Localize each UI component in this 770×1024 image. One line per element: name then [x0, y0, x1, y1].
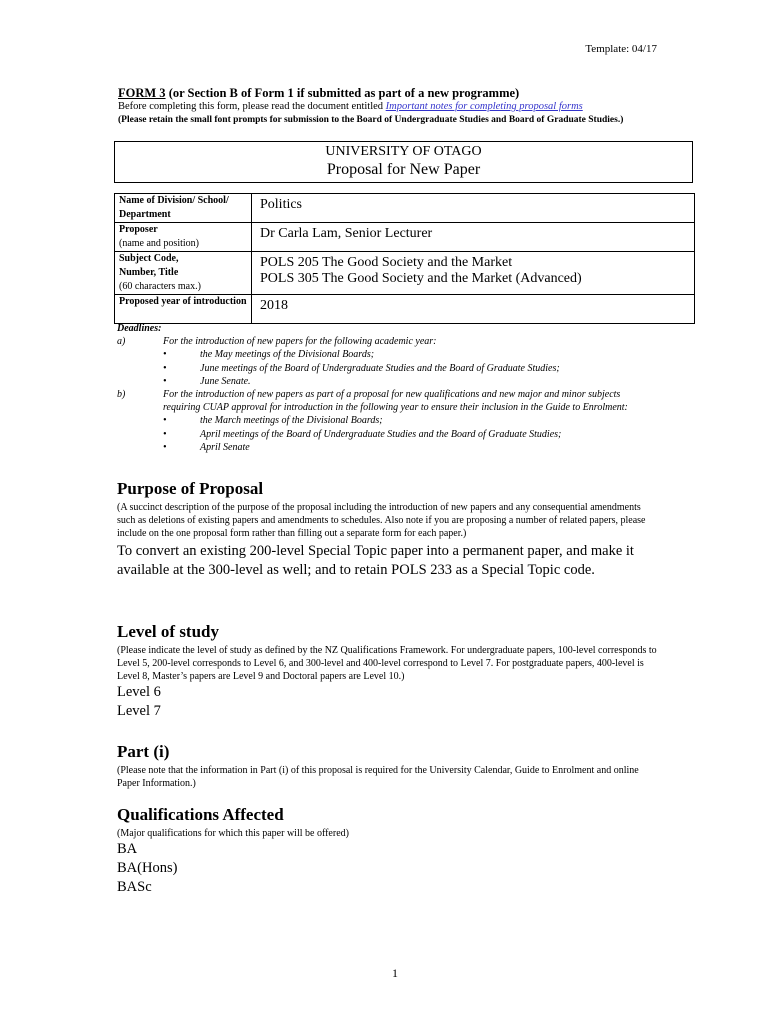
- table-row: [115, 194, 695, 223]
- qualifications-note: (Major qualifications for which this paper will be offered): [117, 828, 349, 839]
- level-note: (Please indicate the level of study as defined by the NZ Qualifications Framework. For undergraduate papers, 100-level corresponds to Level 5, 200-level corresponds to Level 6, and 300-level and 400-level correspond to Level 7. For postgraduate papers, 400-level is Level 8, Master’s papers are Level 9 and Doctoral papers are Level 10.): [117, 645, 657, 682]
- university-name: UNIVERSITY OF OTAGO: [325, 144, 482, 159]
- purpose-section: [117, 479, 657, 580]
- list-item: • the March meetings of the Divisional Boards;: [163, 415, 383, 427]
- level-heading: Level of study: [117, 622, 219, 641]
- division-label: Name of Division/ School/ Department: [115, 194, 252, 223]
- purpose-text: To convert an existing 200-level Special Topic paper into a permanent paper, and make it available at the 300-level as well; and to retain POLS 233 as a Special Topic code.: [117, 543, 634, 578]
- list-item: • April Senate: [163, 441, 250, 453]
- part-heading: Part (i): [117, 742, 170, 761]
- form-number: FORM 3: [118, 86, 166, 100]
- title-box: [114, 141, 693, 183]
- division-value: Politics: [252, 194, 695, 223]
- table-row: [115, 223, 695, 252]
- part-note: (Please note that the information in Part (i) of this proposal is required for the University Calendar, Guide to Enrolment and online Paper Information.): [117, 765, 639, 789]
- before-instruction: [118, 101, 583, 112]
- list-item: • the May meetings of the Divisional Boards;: [163, 349, 375, 361]
- year-label: Proposed year of introduction: [115, 295, 252, 324]
- year-value: 2018: [252, 295, 695, 324]
- list-item: • June meetings of the Board of Undergraduate Studies and the Board of Graduate Studies;: [163, 362, 560, 374]
- qualifications-section: [117, 805, 657, 897]
- table-row: [115, 295, 695, 324]
- level-section: [117, 622, 657, 721]
- deadline-a: a) For the introduction of new papers for the following academic year:: [117, 336, 437, 348]
- qualification-item: BA(Hons): [117, 860, 178, 876]
- qualification-item: BA: [117, 841, 138, 857]
- part-section: [117, 742, 657, 790]
- qualifications-heading: Qualifications Affected: [117, 805, 284, 824]
- subject-value: POLS 205 The Good Society and the Market POLS 305 The Good Society and the Market (Advanced): [252, 252, 695, 295]
- proposal-info-table: [114, 193, 695, 324]
- form-subtitle: (or Section B of Form 1 if submitted as part of a new programme): [165, 86, 520, 100]
- proposer-value: Dr Carla Lam, Senior Lecturer: [252, 223, 695, 252]
- table-row: [115, 252, 695, 295]
- proposal-title: Proposal for New Paper: [326, 161, 481, 178]
- form-heading: [118, 86, 519, 101]
- deadline-b: b) For the introduction of new papers as part of a proposal for new qualifications and new major and minor subjects requiring CUAP approval for introduction in the following year to ensure their inclusion in the Guide to Enrolment:: [117, 389, 628, 414]
- before-text: Before completing this form, please read the document entitled: [118, 101, 386, 112]
- template-version: Template: 04/17: [585, 43, 657, 55]
- deadlines-heading: Deadlines:: [117, 323, 162, 334]
- deadlines-section: [117, 322, 657, 454]
- page-number: 1: [392, 966, 398, 980]
- proposer-label: Proposer (name and position): [115, 223, 252, 252]
- list-item: • June Senate.: [163, 375, 251, 387]
- retain-note: (Please retain the small font prompts for submission to the Board of Undergraduate Studies and Board of Graduate Studies.): [118, 115, 624, 125]
- list-item: • April meetings of the Board of Undergraduate Studies and the Board of Graduate Studies;: [163, 428, 562, 440]
- purpose-heading: Purpose of Proposal: [117, 479, 264, 498]
- level-value: Level 6: [117, 684, 161, 700]
- important-notes-link[interactable]: Important notes for completing proposal forms: [385, 101, 583, 112]
- level-value: Level 7: [117, 703, 161, 719]
- subject-label: Subject Code, Number, Title (60 characters max.): [115, 252, 252, 295]
- purpose-note: (A succinct description of the purpose of the proposal including the introduction of new papers and any consequential amendments such as deletions of existing papers and amendments to schedules. Also note if you are proposing a number of related papers, please include on the one proposal form rather than filling out a separate form for each paper.): [117, 502, 646, 539]
- qualification-item: BASc: [117, 879, 152, 895]
